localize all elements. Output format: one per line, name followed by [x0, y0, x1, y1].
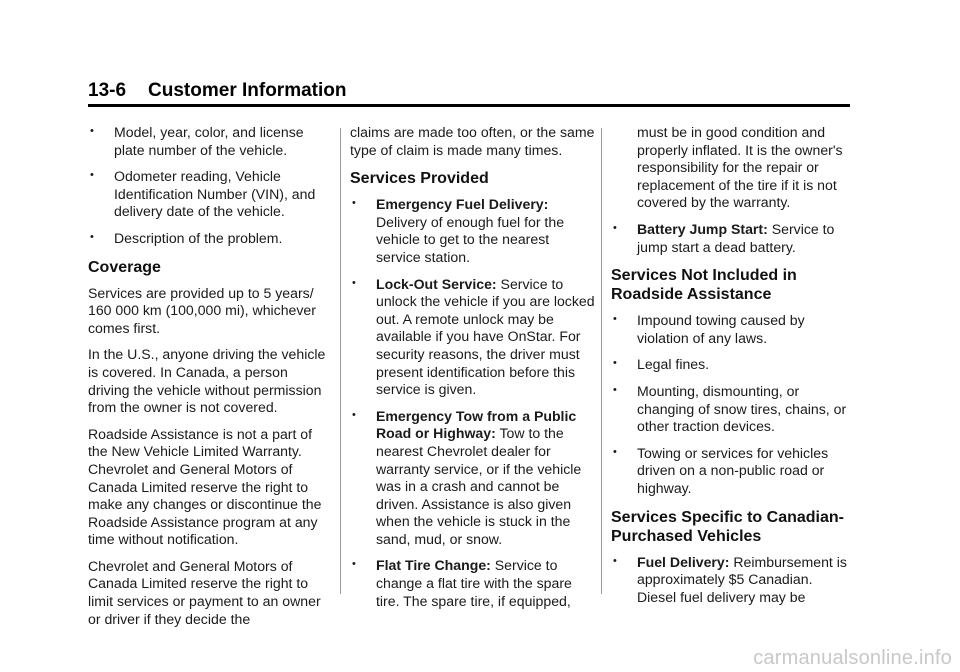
services-provided-heading: Services Provided: [350, 170, 489, 188]
header-rule: [88, 104, 850, 107]
list-item: • Towing or services for vehicles driven on a non-public road or highway.: [613, 444, 829, 496]
list-item: • Emergency Fuel Delivery: Delivery of enough fuel for the vehicle to get to the nearest service station.: [352, 196, 565, 265]
column-divider-2: [601, 128, 602, 594]
paragraph: claims are made too often, or the same type of claim is made many times.: [350, 124, 595, 158]
list-item: • Impound towing caused by violation of any laws.: [613, 312, 805, 346]
paragraph: must be in good condition and properly inflated. It is the owner's responsibility for the repair or replacement of the tire if it is not covered by the warranty.: [637, 124, 843, 211]
column-divider-1: [340, 128, 341, 594]
paragraph: Services are provided up to 5 years/ 160 000 km (100,000 mi), whichever comes first.: [88, 284, 316, 336]
column-3: [611, 124, 855, 615]
paragraph: Chevrolet and General Motors of Canada Limited reserve the right to limit services or payment to an owner or driver if they decide the: [88, 557, 321, 627]
watermark: carmanualsonline.info: [753, 647, 952, 669]
column-1: [88, 124, 332, 637]
canadian-heading: Services Specific to Canadian-Purchased Vehicles: [611, 508, 844, 545]
list-item: • Flat Tire Change: Service to change a flat tire with the spare tire. The spare tire, if equipped,: [352, 557, 572, 609]
list-item: • Mounting, dismounting, or changing of snow tires, chains, or other traction devices.: [613, 382, 847, 435]
paragraph: Roadside Assistance is not a part of the New Vehicle Limited Warranty. Chevrolet and General Motors of Canada Limited reserve the right to make any changes or discontinue the Roadside Assistance program at any time without notification.: [88, 425, 322, 548]
list-item: • Legal fines.: [613, 356, 710, 373]
page-title: Customer Information: [148, 80, 347, 101]
coverage-heading: Coverage: [88, 258, 161, 276]
list-item: • Description of the problem.: [90, 229, 283, 246]
list-item: • Lock-Out Service: Service to unlock the vehicle if you are locked out. A remote unlock may be available if you have OnStar. For security reasons, the driver must present identification before this service is given.: [352, 275, 595, 398]
list-item: • Model, year, color, and license plate number of the vehicle.: [90, 124, 304, 158]
list-item: • Fuel Delivery: Reimbursement is approximately $5 Canadian. Diesel fuel delivery may be: [613, 553, 847, 605]
list-item: • Battery Jump Start: Service to jump start a dead battery.: [613, 220, 835, 255]
page-header: [88, 80, 346, 102]
column-2: [350, 124, 596, 619]
paragraph: In the U.S., anyone driving the vehicle is covered. In Canada, a person driving the vehicle without permission from the owner is not covered.: [88, 346, 326, 416]
list-item: • Odometer reading, Vehicle Identification Number (VIN), and delivery date of the vehicle.: [90, 168, 316, 220]
list-item: • Emergency Tow from a Public Road or Highway: Tow to the nearest Chevrolet dealer for warranty service, or if the vehicle was in a crash and cannot be driven. Assistance is also given when the vehicle is stuck in the sand, mud, or snow.: [352, 407, 582, 547]
not-included-heading: Services Not Included in Roadside Assistance: [611, 267, 797, 304]
page-number: 13-6: [88, 80, 127, 101]
